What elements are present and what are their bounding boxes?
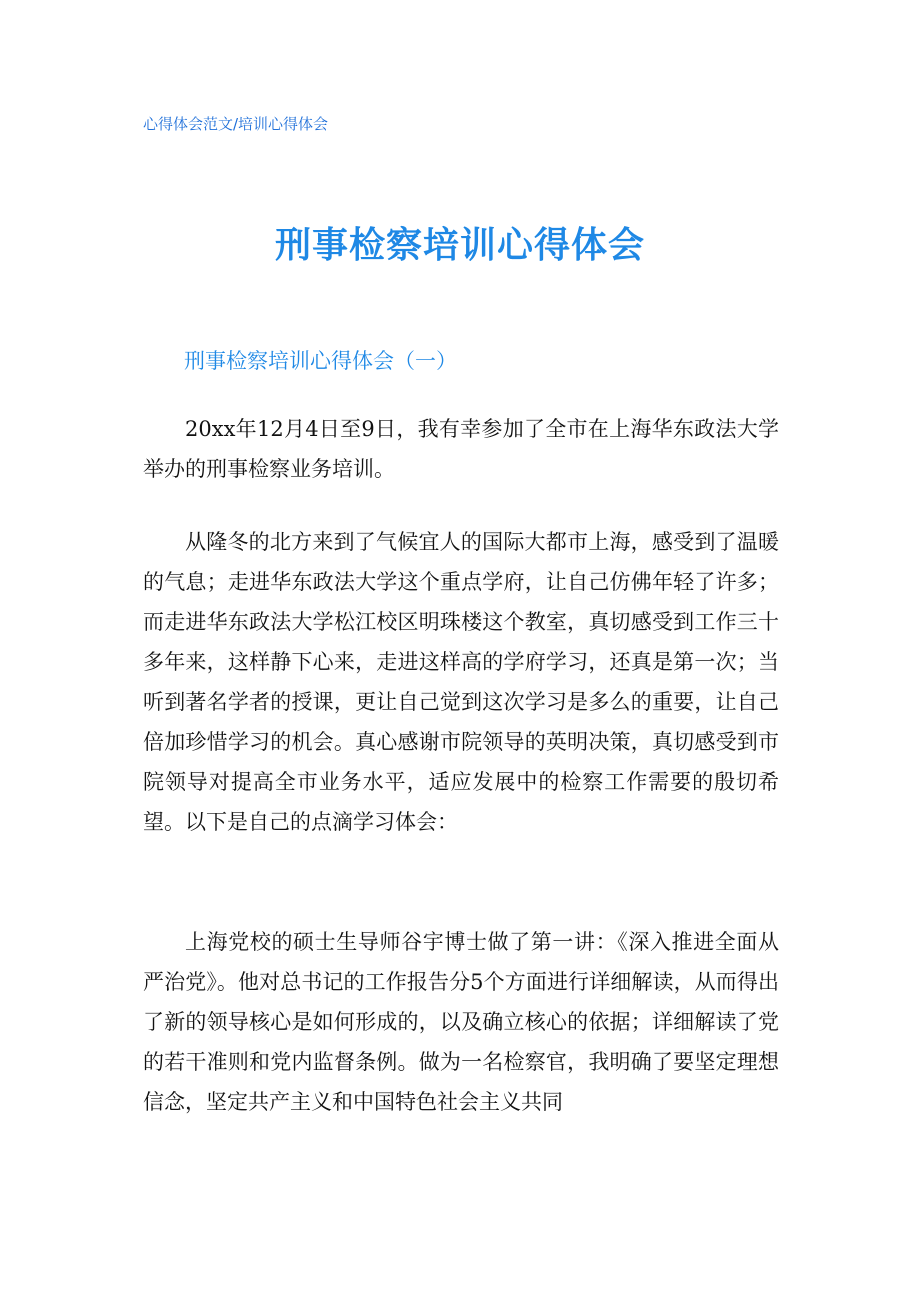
- paragraph-3: 上海党校的硕士生导师谷宇博士做了第一讲：《深入推进全面从严治党》。他对总书记的工作报告分5个方面进行详细解读，从而得出了新的领导核心是如何形成的，以及确立核心的依据；详细解读了党的若干准则和党内监督条例。做为一名检察官，我明确了要坚定理想信念，坚定共产主义和中国特色社会主义共同: [143, 930, 779, 1114]
- page-title: 刑事检察培训心得体会: [274, 225, 645, 266]
- breadcrumb[interactable]: 心得体会范文/培训心得体会: [143, 115, 329, 133]
- paragraph-2: 从隆冬的北方来到了气候宜人的国际大都市上海，感受到了温暖的气息；走进华东政法大学这个重点学府，让自己仿佛年轻了许多；而走进华东政法大学松江校区明珠楼这个教室，真切感受到工作三十多年来，这样静下心来，走进这样高的学府学习，还真是第一次；当听到著名学者的授课，更让自己觉到这次学习是多么的重要，让自己倍加珍惜学习的机会。真心感谢市院领导的英明决策，真切感受到市院领导对提高全市业务水平，适应发展中的检察工作需要的殷切希望。以下是自己的点滴学习体会：: [143, 530, 779, 834]
- paragraph-1: 20xx年12月4日至9日，我有幸参加了全市在上海华东政法大学举办的刑事检察业务培训。: [143, 417, 779, 481]
- section-heading: 刑事检察培训心得体会（一）: [184, 349, 457, 373]
